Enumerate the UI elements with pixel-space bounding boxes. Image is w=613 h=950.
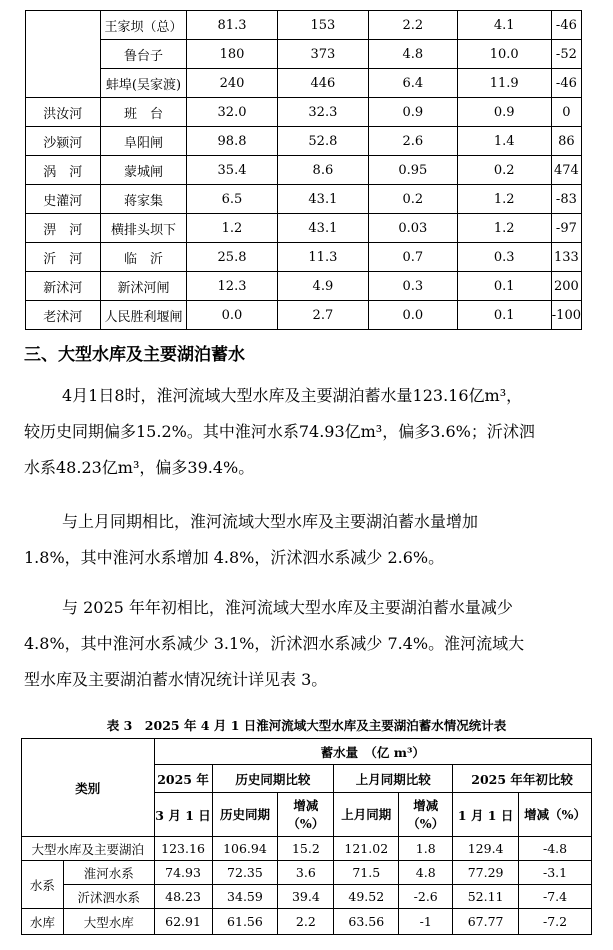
paragraph-line: 型水库及主要湖泊蓄水情况统计详见表 3。 bbox=[24, 670, 328, 689]
cell-value: 4.1 bbox=[457, 11, 551, 40]
paragraph-line: 与上月同期相比，淮河流域大型水库及主要湖泊蓄水量增加 bbox=[62, 512, 479, 531]
table3-caption: 表 3 2025 年 4 月 1 日淮河流域大型水库及主要湖泊蓄水情况统计表 bbox=[106, 718, 507, 733]
cell-value: 129.4 bbox=[453, 837, 519, 861]
cell-value: 0.3 bbox=[457, 243, 551, 272]
river-flow-table-body bbox=[26, 11, 582, 330]
cell-value: 3.6 bbox=[278, 861, 334, 885]
cell-value: 72.35 bbox=[212, 861, 278, 885]
cell-value: 4.9 bbox=[277, 272, 368, 301]
cell-value: 10.0 bbox=[457, 40, 551, 69]
cell-value: 43.1 bbox=[277, 185, 368, 214]
cell-value: 0.2 bbox=[457, 156, 551, 185]
paragraph-line: 与 2025 年年初相比，淮河流域大型水库及主要湖泊蓄水量减少 bbox=[62, 598, 513, 617]
paragraph-line: 1.8%，其中淮河水系增加 4.8%，沂沭泗水系减少 2.6%。 bbox=[24, 548, 445, 567]
cell-value: 106.94 bbox=[212, 837, 278, 861]
cell-value: 74.93 bbox=[154, 861, 212, 885]
cell-value: 6.4 bbox=[369, 69, 458, 98]
station-cell: 阜阳闸 bbox=[100, 127, 187, 156]
cell-value: 0.2 bbox=[369, 185, 458, 214]
paragraph-line: 水系48.23亿m³，偏多39.4%。 bbox=[24, 458, 255, 477]
cell-value: 81.3 bbox=[187, 11, 277, 40]
cell-value: 67.77 bbox=[453, 909, 519, 935]
river-cell: 新沭河 bbox=[26, 272, 101, 301]
paragraph-line: 4月1日8时，淮河流域大型水库及主要湖泊蓄水量123.16亿m³， bbox=[62, 386, 523, 405]
cell-value: 1.8 bbox=[399, 837, 453, 861]
paragraph-storage-summary bbox=[24, 378, 594, 486]
header-hist-period: 历史同期 bbox=[212, 793, 278, 837]
table-row bbox=[26, 301, 582, 330]
cell-value: 77.29 bbox=[453, 861, 519, 885]
cell-value: 8.6 bbox=[277, 156, 368, 185]
cell-value: 1.2 bbox=[457, 214, 551, 243]
cell-value: 49.52 bbox=[334, 885, 399, 909]
cell-value: -7.4 bbox=[519, 885, 592, 909]
station-cell: 王家坝（总） bbox=[100, 11, 187, 40]
cell-value: -97 bbox=[551, 214, 581, 243]
cell-value: -46 bbox=[551, 11, 581, 40]
cell-value: 373 bbox=[277, 40, 368, 69]
row-label: 大型水库及主要湖泊 bbox=[22, 837, 155, 861]
cell-value: -1 bbox=[399, 909, 453, 935]
section-heading: 三、大型水库及主要湖泊蓄水 bbox=[24, 345, 245, 365]
group-label-water-system: 水系 bbox=[22, 861, 64, 909]
cell-value: 25.8 bbox=[187, 243, 277, 272]
cell-value: 200 bbox=[551, 272, 581, 301]
station-cell: 蒋家集 bbox=[100, 185, 187, 214]
cell-value: 6.5 bbox=[187, 185, 277, 214]
cell-value: -100 bbox=[551, 301, 581, 330]
cell-value: 15.2 bbox=[278, 837, 334, 861]
station-cell: 班 台 bbox=[100, 98, 187, 127]
header-2025: 2025 年 bbox=[154, 765, 212, 793]
table-row bbox=[26, 214, 582, 243]
header-last-month: 上月同期比较 bbox=[334, 765, 453, 793]
river-flow-table bbox=[25, 10, 582, 330]
cell-value: 62.91 bbox=[154, 909, 212, 935]
header-year-start: 2025 年年初比较 bbox=[453, 765, 592, 793]
header-mar1: 3 月 1 日 bbox=[154, 793, 212, 837]
table-row bbox=[26, 40, 582, 69]
table-row bbox=[26, 69, 582, 98]
cell-value: 2.7 bbox=[277, 301, 368, 330]
cell-value: 0.1 bbox=[457, 272, 551, 301]
cell-value: 0.3 bbox=[369, 272, 458, 301]
river-cell: 沙颍河 bbox=[26, 127, 101, 156]
cell-value: 1.4 bbox=[457, 127, 551, 156]
cell-value: 0 bbox=[551, 98, 581, 127]
cell-value: -52 bbox=[551, 40, 581, 69]
cell-value: 0.9 bbox=[369, 98, 458, 127]
row-label: 沂沭泗水系 bbox=[63, 885, 154, 909]
header-change-hist: 增减（%） bbox=[278, 793, 334, 837]
river-cell: 洪汝河 bbox=[26, 98, 101, 127]
paragraph-yearstart-compare bbox=[24, 590, 594, 698]
header-historical: 历史同期比较 bbox=[212, 765, 334, 793]
table-row bbox=[26, 98, 582, 127]
cell-value: 0.95 bbox=[369, 156, 458, 185]
table-row bbox=[22, 909, 592, 935]
table-row bbox=[22, 837, 592, 861]
cell-value: 11.3 bbox=[277, 243, 368, 272]
cell-value: 43.1 bbox=[277, 214, 368, 243]
table-row bbox=[22, 885, 592, 909]
table-row bbox=[26, 272, 582, 301]
cell-value: 32.3 bbox=[277, 98, 368, 127]
cell-value: 61.56 bbox=[212, 909, 278, 935]
paragraph-line: 4.8%，其中淮河水系减少 3.1%，沂沭泗水系减少 7.4%。淮河流域大 bbox=[24, 634, 525, 653]
cell-value: 63.56 bbox=[334, 909, 399, 935]
cell-value: -7.2 bbox=[519, 909, 592, 935]
river-cell: 涡 河 bbox=[26, 156, 101, 185]
row-label: 淮河水系 bbox=[63, 861, 154, 885]
cell-value: 1.2 bbox=[187, 214, 277, 243]
table-row bbox=[22, 861, 592, 885]
cell-value: 2.6 bbox=[369, 127, 458, 156]
header-last-month-period: 上月同期 bbox=[334, 793, 399, 837]
river-cell: 沂 河 bbox=[26, 243, 101, 272]
cell-value: 98.8 bbox=[187, 127, 277, 156]
header-category: 类别 bbox=[22, 739, 155, 837]
table-row bbox=[26, 156, 582, 185]
table-row bbox=[26, 243, 582, 272]
cell-value: 48.23 bbox=[154, 885, 212, 909]
cell-value: -3.1 bbox=[519, 861, 592, 885]
cell-value: 121.02 bbox=[334, 837, 399, 861]
cell-value: 2.2 bbox=[369, 11, 458, 40]
header-jan1: 1 月 1 日 bbox=[453, 793, 519, 837]
river-cell: 淠 河 bbox=[26, 214, 101, 243]
storage-statistics-table bbox=[21, 738, 592, 935]
cell-value: 2.2 bbox=[278, 909, 334, 935]
cell-value: 52.11 bbox=[453, 885, 519, 909]
station-cell: 临 沂 bbox=[100, 243, 187, 272]
cell-value: 4.8 bbox=[399, 861, 453, 885]
cell-value: -46 bbox=[551, 69, 581, 98]
cell-value: 446 bbox=[277, 69, 368, 98]
cell-value: 34.59 bbox=[212, 885, 278, 909]
cell-value: 180 bbox=[187, 40, 277, 69]
cell-value: 52.8 bbox=[277, 127, 368, 156]
cell-value: 86 bbox=[551, 127, 581, 156]
station-cell: 人民胜利堰闸 bbox=[100, 301, 187, 330]
cell-value: -4.8 bbox=[519, 837, 592, 861]
cell-value: 0.9 bbox=[457, 98, 551, 127]
cell-value: 71.5 bbox=[334, 861, 399, 885]
station-cell: 鲁台子 bbox=[100, 40, 187, 69]
cell-value: 0.0 bbox=[369, 301, 458, 330]
cell-value: 0.0 bbox=[187, 301, 277, 330]
row-label: 大型水库 bbox=[63, 909, 154, 935]
table-row bbox=[26, 185, 582, 214]
cell-value: 1.2 bbox=[457, 185, 551, 214]
cell-value: 474 bbox=[551, 156, 581, 185]
cell-value: 153 bbox=[277, 11, 368, 40]
header-storage: 蓄水量 （亿 m³） bbox=[154, 739, 591, 765]
paragraph-line: 较历史同期偏多15.2%。其中淮河水系74.93亿m³，偏多3.6%；沂沭泗 bbox=[24, 422, 535, 441]
station-cell: 新沭河闸 bbox=[100, 272, 187, 301]
group-label-reservoir: 水库 bbox=[22, 909, 64, 935]
paragraph-month-compare bbox=[24, 504, 594, 576]
station-cell: 蒙城闸 bbox=[100, 156, 187, 185]
cell-value: 12.3 bbox=[187, 272, 277, 301]
cell-value: 133 bbox=[551, 243, 581, 272]
cell-value: 240 bbox=[187, 69, 277, 98]
cell-value: 11.9 bbox=[457, 69, 551, 98]
cell-value: 35.4 bbox=[187, 156, 277, 185]
river-cell: 史灌河 bbox=[26, 185, 101, 214]
cell-value: -2.6 bbox=[399, 885, 453, 909]
header-change-month: 增减（%） bbox=[399, 793, 453, 837]
cell-value: 123.16 bbox=[154, 837, 212, 861]
table-row bbox=[26, 127, 582, 156]
cell-value: 0.1 bbox=[457, 301, 551, 330]
header-change-year: 增减（%） bbox=[519, 793, 592, 837]
station-cell: 蚌埠(吴家渡) bbox=[100, 69, 187, 98]
river-cell: 老沭河 bbox=[26, 301, 101, 330]
cell-value: 39.4 bbox=[278, 885, 334, 909]
cell-value: 0.7 bbox=[369, 243, 458, 272]
cell-value: -83 bbox=[551, 185, 581, 214]
station-cell: 横排头坝下 bbox=[100, 214, 187, 243]
cell-value: 4.8 bbox=[369, 40, 458, 69]
cell-value: 0.03 bbox=[369, 214, 458, 243]
river-cell bbox=[26, 11, 101, 98]
table-row bbox=[26, 11, 582, 40]
cell-value: 32.0 bbox=[187, 98, 277, 127]
